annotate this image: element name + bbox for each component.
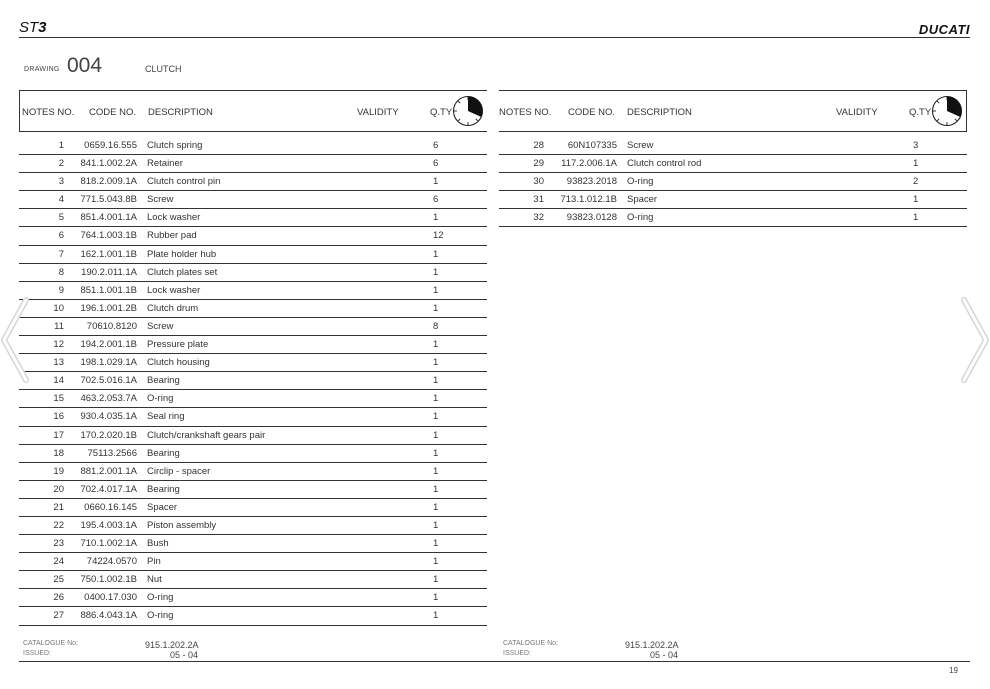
row-notes-no: 12 [53,339,64,351]
row-notes-no: 28 [533,140,544,151]
model-suffix: 3 [38,19,47,36]
catalogue-value: 915.1.202.2A [145,640,199,650]
row-description: Bush [147,538,169,550]
row-description: Spacer [147,501,178,513]
issued-label: ISSUED: [23,650,52,657]
row-qty: 1 [433,483,439,495]
catalogue-value: 915.1.202.2A [625,640,679,650]
row-code: 710.1.002.1A [80,538,137,550]
row-code: 74224.0570 [86,556,137,568]
row-qty: 1 [913,212,919,224]
row-qty: 1 [433,538,439,550]
row-notes-no: 24 [53,556,64,568]
row-notes-no: 8 [58,266,64,278]
table-row [19,246,487,264]
row-notes-no: 19 [53,465,64,477]
model-prefix: ST [19,19,39,36]
row-notes-no: 16 [53,411,64,423]
chevron-right-icon[interactable] [958,296,990,384]
col-description: DESCRIPTION [148,107,213,118]
row-notes-no: 1 [58,140,64,151]
row-description: Spacer [627,194,658,206]
row-code: 117.2.006.1A [561,158,617,170]
row-code: 93823.0128 [566,212,617,224]
table-row [19,137,487,155]
row-qty: 1 [433,302,439,314]
row-qty: 1 [433,176,439,188]
row-description: O-ring [147,393,174,405]
row-code: 713.1.012.1B [560,194,617,206]
row-code: 198.1.029.1A [80,357,137,369]
table-header [19,90,487,132]
row-qty: 1 [433,574,439,586]
table-row [19,589,487,607]
table-row [499,209,967,227]
col-code: CODE NO. [568,107,615,118]
table-row [499,191,967,209]
table-row [19,553,487,571]
row-notes-no: 29 [533,158,544,170]
row-description: Bearing [147,375,180,387]
col-notes: NOTES NO. [22,107,75,118]
row-qty: 1 [433,465,439,477]
row-qty: 1 [433,519,439,531]
row-notes-no: 3 [58,176,64,188]
row-qty: 1 [433,375,439,387]
row-notes-no: 14 [53,375,64,387]
row-qty: 1 [433,610,439,622]
row-qty: 1 [433,357,439,369]
row-description: O-ring [627,212,654,224]
table-row [19,571,487,589]
parts-table-right [499,90,967,227]
row-description: Clutch spring [147,140,203,151]
row-qty: 6 [433,140,439,151]
model-logo [19,19,47,36]
table-row [19,607,487,625]
row-notes-no: 18 [53,447,64,459]
row-code: 0660.16.145 [84,501,137,513]
parts-table-left [19,90,487,626]
table-header [499,90,967,132]
footer-divider [19,661,970,662]
table-row [19,390,487,408]
table-row [499,137,967,155]
row-code: 841.1.002.2A [80,158,137,170]
table-row [19,227,487,245]
row-qty: 1 [433,248,439,260]
table-row [19,445,487,463]
header-divider [19,37,970,38]
row-description: Clutch drum [147,302,199,314]
row-description: Bearing [147,447,180,459]
row-notes-no: 30 [533,176,544,188]
row-notes-no: 9 [58,284,64,296]
row-notes-no: 27 [53,610,64,622]
drawing-number: 004 [67,54,103,77]
row-qty: 1 [433,429,439,441]
row-notes-no: 13 [53,357,64,369]
table-row [19,155,487,173]
table-row [19,427,487,445]
drawing-label: DRAWING [24,66,60,73]
row-code: 851.4.001.1A [80,212,137,224]
row-notes-no: 10 [53,302,64,314]
row-description: Piston assembly [147,519,217,531]
row-notes-no: 15 [53,393,64,405]
rows-right [499,137,967,227]
row-description: O-ring [627,176,654,188]
table-row [19,191,487,209]
row-notes-no: 11 [54,320,64,332]
row-code: 818.2.009.1A [80,176,137,188]
table-row [19,535,487,553]
row-description: Circlip - spacer [147,465,211,477]
col-description: DESCRIPTION [627,107,692,118]
row-qty: 1 [913,194,919,206]
table-row [19,517,487,535]
rows-left [19,137,487,626]
row-description: O-ring [147,592,174,604]
clock-icon [452,95,484,127]
drawing-title: CLUTCH [145,64,182,74]
issued-label: ISSUED: [503,650,532,657]
row-description: Pin [147,556,161,568]
row-code: 930.4.035.1A [80,411,137,423]
row-description: Lock washer [147,212,201,224]
table-row [19,408,487,426]
row-description: Clutch control rod [627,158,702,170]
row-qty: 1 [433,393,439,405]
catalogue-label: CATALOGUE No: [23,640,78,647]
row-qty: 1 [433,266,439,278]
row-code: 764.1.003.1B [80,230,137,242]
row-notes-no: 2 [58,158,64,170]
row-qty: 1 [433,592,439,604]
row-notes-no: 31 [533,194,544,206]
col-qty: Q.TY [909,107,932,118]
row-notes-no: 32 [533,212,544,224]
row-code: 190.2.011.1A [81,266,137,278]
chevron-left-icon[interactable] [0,296,32,384]
row-description: Screw [147,194,174,206]
row-description: Lock washer [147,284,201,296]
row-notes-no: 7 [58,248,64,260]
row-qty: 1 [433,556,439,568]
clock-icon [931,95,963,127]
brand-logo: DUCATI [918,22,970,37]
row-qty: 1 [433,447,439,459]
row-qty: 1 [433,284,439,296]
issued-value: 05 - 04 [170,650,199,660]
row-code: 702.5.016.1A [80,375,137,387]
col-qty: Q.TY [430,107,453,118]
row-notes-no: 26 [53,592,64,604]
row-notes-no: 5 [58,212,64,224]
row-description: O-ring [147,610,174,622]
row-qty: 6 [433,194,439,206]
table-row [19,209,487,227]
row-code: 162.1.001.1B [80,248,137,260]
row-code: 851.1.001.1B [80,284,137,296]
col-validity: VALIDITY [357,107,399,118]
col-code: CODE NO. [89,107,136,118]
row-code: 196.1.001.2B [80,302,137,314]
table-row [19,264,487,282]
row-description: Bearing [147,483,180,495]
catalogue-label: CATALOGUE No: [503,640,558,647]
row-code: 881.2.001.1A [80,465,137,477]
table-row [19,282,487,300]
row-qty: 2 [913,176,919,188]
row-description: Seal ring [147,411,185,423]
row-description: Clutch control pin [147,176,221,188]
row-qty: 3 [913,140,919,151]
issued-value: 05 - 04 [650,650,679,660]
row-description: Plate holder hub [147,248,217,260]
row-code: 0400.17.030 [84,592,137,604]
row-notes-no: 23 [53,538,64,550]
row-description: Pressure plate [147,339,209,351]
table-row [499,155,967,173]
table-row [19,481,487,499]
row-code: 75113.2566 [87,447,137,459]
row-description: Screw [627,140,654,151]
col-notes: NOTES NO. [499,107,552,118]
table-row [19,354,487,372]
row-code: 886.4.043.1A [80,610,137,622]
table-row [19,173,487,191]
row-code: 771.5.043.8B [80,194,137,206]
table-row [499,173,967,191]
row-description: Retainer [147,158,183,170]
row-qty: 1 [433,501,439,513]
row-description: Screw [147,320,174,332]
table-row [19,499,487,517]
row-notes-no: 20 [53,483,64,495]
table-row [19,463,487,481]
row-code: 194.2.001.1B [80,339,137,351]
row-code: 170.2.020.1B [80,429,137,441]
row-qty: 12 [433,230,444,242]
row-qty: 1 [433,212,439,224]
row-notes-no: 4 [58,194,64,206]
row-description: Clutch plates set [147,266,218,278]
row-description: Clutch housing [147,357,210,369]
row-notes-no: 22 [53,519,64,531]
table-row [19,336,487,354]
row-code: 463.2.053.7A [80,393,137,405]
row-code: 0659.16.555 [84,140,137,151]
row-code: 750.1.002.1B [80,574,137,586]
row-description: Clutch/crankshaft gears pair [147,429,266,441]
table-row [19,300,487,318]
page-number: 19 [949,666,958,675]
table-row [19,372,487,390]
row-qty: 1 [433,411,439,423]
row-code: 702.4.017.1A [80,483,137,495]
row-description: Nut [147,574,162,586]
row-notes-no: 21 [53,501,64,513]
table-row [19,318,487,336]
row-notes-no: 6 [58,230,64,242]
row-qty: 1 [433,339,439,351]
row-code: 195.4.003.1A [80,519,137,531]
row-qty: 8 [433,320,439,332]
row-notes-no: 25 [53,574,64,586]
col-validity: VALIDITY [836,107,878,118]
row-description: Rubber pad [147,230,197,242]
row-qty: 1 [913,158,919,170]
row-code: 60N107335 [567,140,617,151]
row-notes-no: 17 [53,429,64,441]
row-qty: 6 [433,158,439,170]
row-code: 93823.2018 [566,176,617,188]
row-code: 70610.8120 [86,320,137,332]
